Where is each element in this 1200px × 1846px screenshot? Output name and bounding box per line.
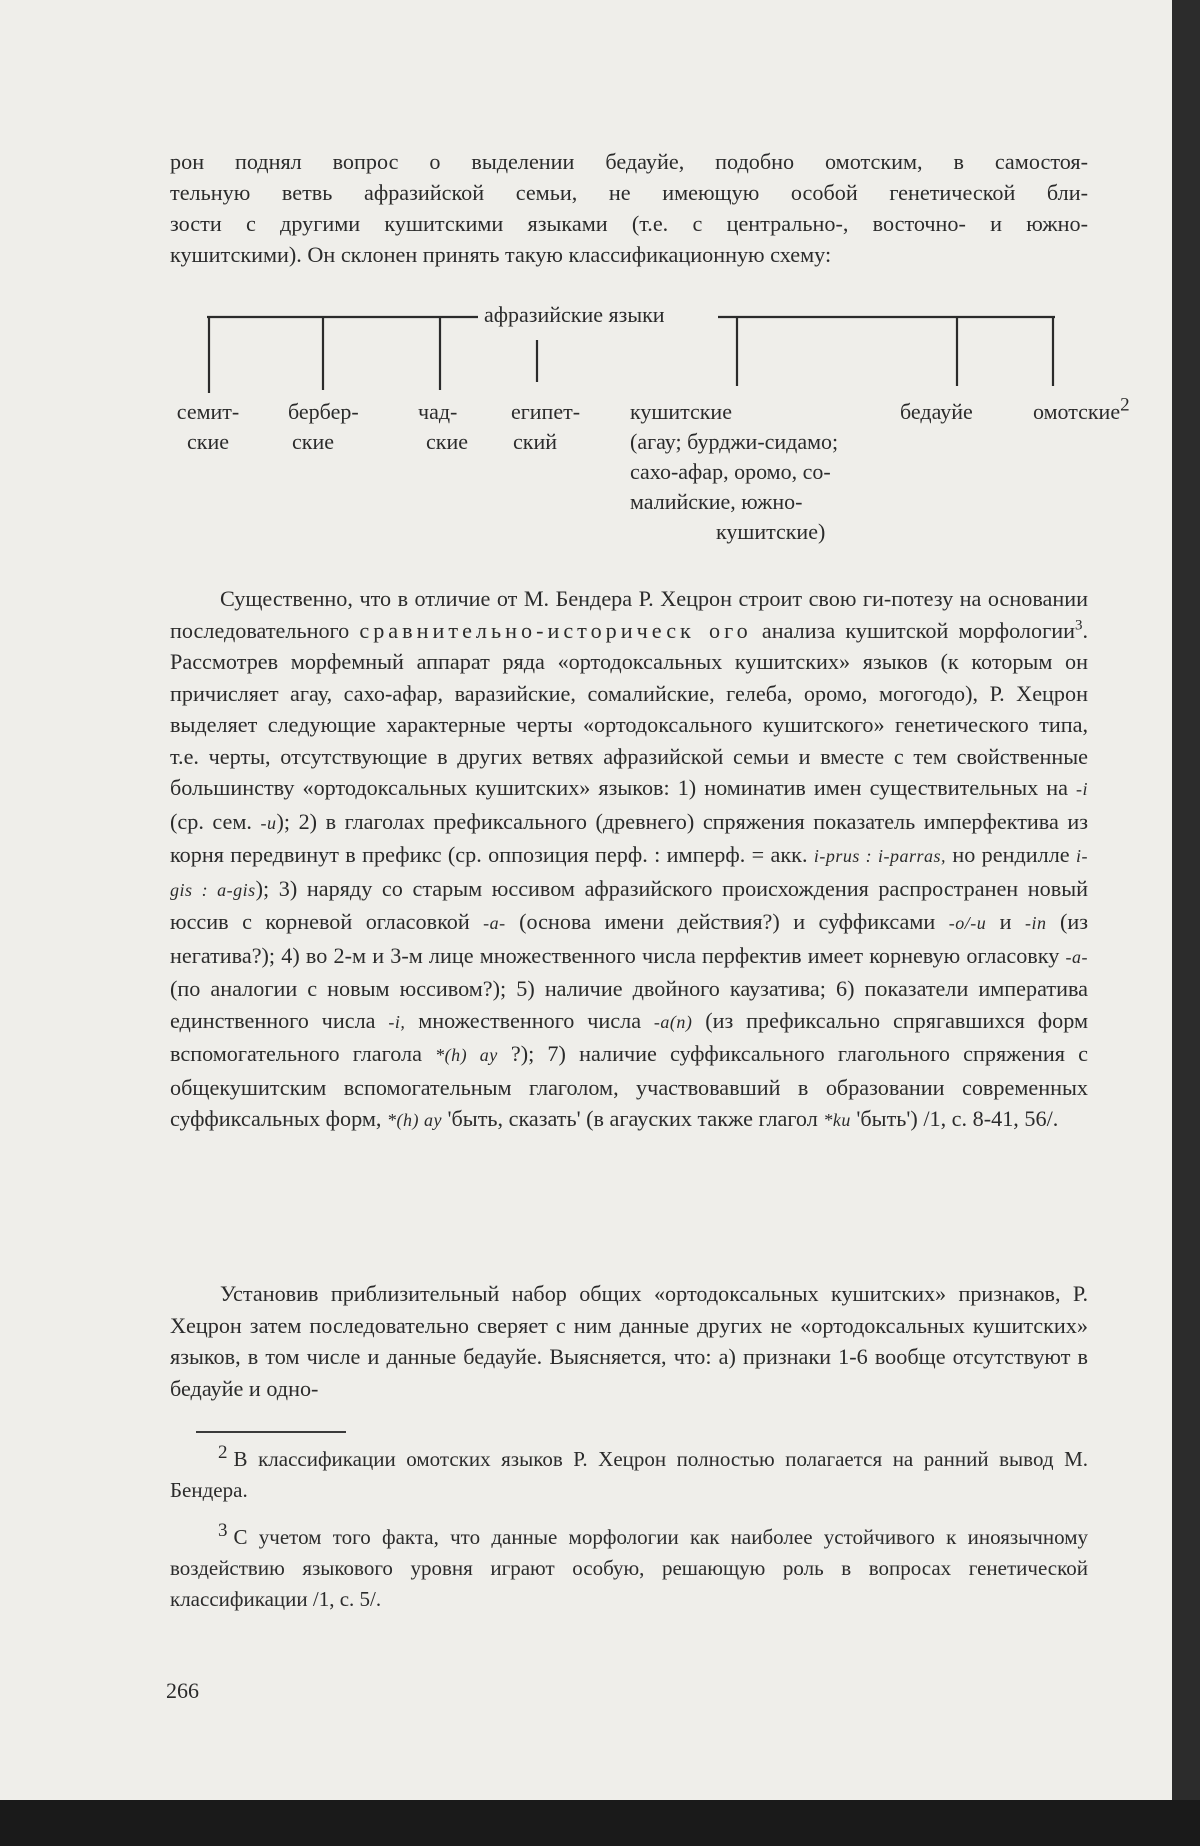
- para2-text-9: и: [986, 909, 1026, 934]
- para2-text-16: 'быть') /1, с. 8-41, 56/.: [850, 1106, 1059, 1131]
- footnote-2: [170, 1444, 1088, 1506]
- page-number: 266: [166, 1678, 199, 1703]
- leaf-berber: [288, 397, 359, 457]
- leaf-cushitic: [630, 397, 838, 547]
- leaf-cushitic-line4: малийские, южно-: [630, 489, 803, 514]
- footnote-rule: [196, 1431, 346, 1433]
- footnote-3: [170, 1522, 1088, 1615]
- leaf-beja: [900, 397, 973, 427]
- para2-text-5: ); 2) в глаголах префиксального (древнего) спряжения показатель имперфектива из корня передвинут в префикс (ср. оппозиция перф. : имперф. = акк.: [170, 808, 1088, 867]
- para2-text-1: Существенно, что в отличие от М. Бендера Р. Хецрон строит свою ги-потезу на основании последовательного: [170, 586, 1088, 643]
- form-10: -a(n): [653, 1011, 693, 1032]
- leaf-chadic-line1: чад-: [418, 399, 458, 424]
- para2-spaced-term: сравнительно-историческ ого: [359, 617, 752, 643]
- para2-text-13: (из префиксально спрягавшихся форм вспомогательного глагола: [170, 1007, 1088, 1066]
- leaf-chadic: [418, 397, 468, 457]
- book-spine-edge: [1172, 0, 1200, 1846]
- scan-bottom-edge: [0, 1800, 1200, 1846]
- para2-text-7: ); 3) наряду со старым юссивом афразийского происхождения распространен новый юссив с корневой огласовкой: [170, 875, 1089, 934]
- leaf-semitic: [168, 397, 248, 457]
- para2-text-14: ?); 7) наличие суффиксального глагольного спряжения с общекушитским вспомогательным глаголом, участвовавший в образовании современных суффиксальных форм,: [170, 1041, 1089, 1131]
- form-11: *(h) ay: [435, 1045, 498, 1065]
- para2-text-11: (по аналогии с новым юссивом?); 5) наличие двойного каузатива; 6) показатели императива единственного числа: [170, 976, 1088, 1033]
- leaf-berber-line1: бербер-: [288, 399, 359, 424]
- form-6: -o/-u: [948, 913, 987, 933]
- tree-root-label: афразийские языки: [484, 302, 665, 327]
- form-1: -i: [1076, 779, 1088, 799]
- para2-text-2: анализа кушитской морфологии: [751, 617, 1075, 643]
- para2-text-4: (ср. сем.: [170, 808, 261, 834]
- footnote-ref-3: 3: [1074, 617, 1083, 634]
- leaf-omotic: [1033, 394, 1130, 427]
- leaf-egyptian-line2: ский: [513, 429, 557, 454]
- form-12: *(h) ay: [386, 1110, 442, 1130]
- leaf-cushitic-line1: кушитские: [630, 399, 732, 424]
- leaf-berber-line2: ские: [292, 429, 334, 454]
- form-3: i-prus : i-parras,: [813, 846, 946, 866]
- leaf-chadic-line2: ские: [426, 429, 468, 454]
- form-9: -i,: [388, 1011, 406, 1032]
- para2-text-12: множественного числа: [405, 1007, 654, 1033]
- classification-tree-lines: [0, 0, 1172, 560]
- leaf-egyptian: [511, 397, 580, 457]
- form-4: i-gis : a-gis: [170, 846, 1089, 900]
- para2-text-6: но рендилле: [946, 842, 1077, 867]
- footnote-2-text: В классификации омотских языков Р. Хецрон полностью полагается на ранний вывод М. Бендера.: [170, 1447, 1088, 1502]
- intro-line-4: кушитскими). Он склонен принять такую классификационную схему:: [170, 242, 832, 267]
- leaf-semitic-line2: ские: [187, 429, 229, 454]
- footnote-3-mark: 3: [218, 1520, 228, 1541]
- para2-text-10: (из негатива?); 4) во 2-м и 3-м лице множественного числа перфектив имеет корневую огласовку: [170, 909, 1088, 968]
- footnote-2-mark: 2: [218, 1442, 228, 1463]
- third-paragraph: Установив приблизительный набор общих «ортодоксальных кушитских» признаков, Р. Хецрон затем последовательно сверяет с ним данные других не «ортодоксальных кушитских» языков, в том числе и данные бедауйе. Выясняется, что: а) признаки 1-6 вообще отсутствуют в бедауйе и одно-: [170, 1281, 1088, 1401]
- para2-text-3: . Рассмотрев морфемный аппарат ряда «ортодоксальных кушитских» языков (к которым он причисляет агау, сахо-афар, варазийские, сомалийские, гелеба, оромо, могогодо), Р. Хецрон выделяет следующие характерные черты «ортодоксального кушитского» генетического типа, т.е. черты, отсутствующие в других ветвях афразийской семьи и вместе с тем свойственные большинству «ортодоксальных кушитских» языков: 1) номинатив имен существительных на: [170, 617, 1088, 800]
- form-5: -a-: [483, 913, 506, 933]
- leaf-cushitic-line5: кушитские): [716, 519, 826, 544]
- para2-text-15: 'быть, сказать' (в агауских также глагол: [441, 1106, 824, 1131]
- leaf-egyptian-line1: египет-: [511, 399, 581, 424]
- form-7: -in: [1025, 913, 1047, 933]
- leaf-cushitic-line2: (агау; бурджи-сидамо;: [630, 429, 839, 454]
- form-13: *ku: [823, 1110, 851, 1130]
- footnote-3-text: С учетом того факта, что данные морфологии как наиболее устойчивого к иноязычному воздействию языкового уровня играют особую, решающую роль в вопросах генетической классификации /1, с. 5/.: [170, 1525, 1088, 1611]
- footnote-ref-2: 2: [1120, 394, 1130, 416]
- main-paragraph: [170, 583, 1088, 1137]
- intro-line-1: рон поднял вопрос о выделении бедауйе, подобно омотским, в самостоя-: [170, 149, 1088, 174]
- para2-text-8: (основа имени действия?) и суффиксами: [505, 909, 949, 934]
- leaf-cushitic-line3: сахо-афар, оромо, со-: [630, 459, 831, 484]
- leaf-beja-label: бедауйе: [900, 399, 973, 424]
- leaf-omotic-label: омотские: [1033, 399, 1121, 424]
- form-2: -u: [260, 812, 277, 833]
- leaf-semitic-line1: семит-: [176, 399, 240, 424]
- form-8: -a-: [1065, 946, 1088, 967]
- intro-line-3: зости с другими кушитскими языками (т.е. с центрально-, восточно- и южно-: [170, 211, 1088, 236]
- intro-line-2: тельную ветвь афразийской семьи, не имеющую особой генетической бли-: [170, 180, 1088, 205]
